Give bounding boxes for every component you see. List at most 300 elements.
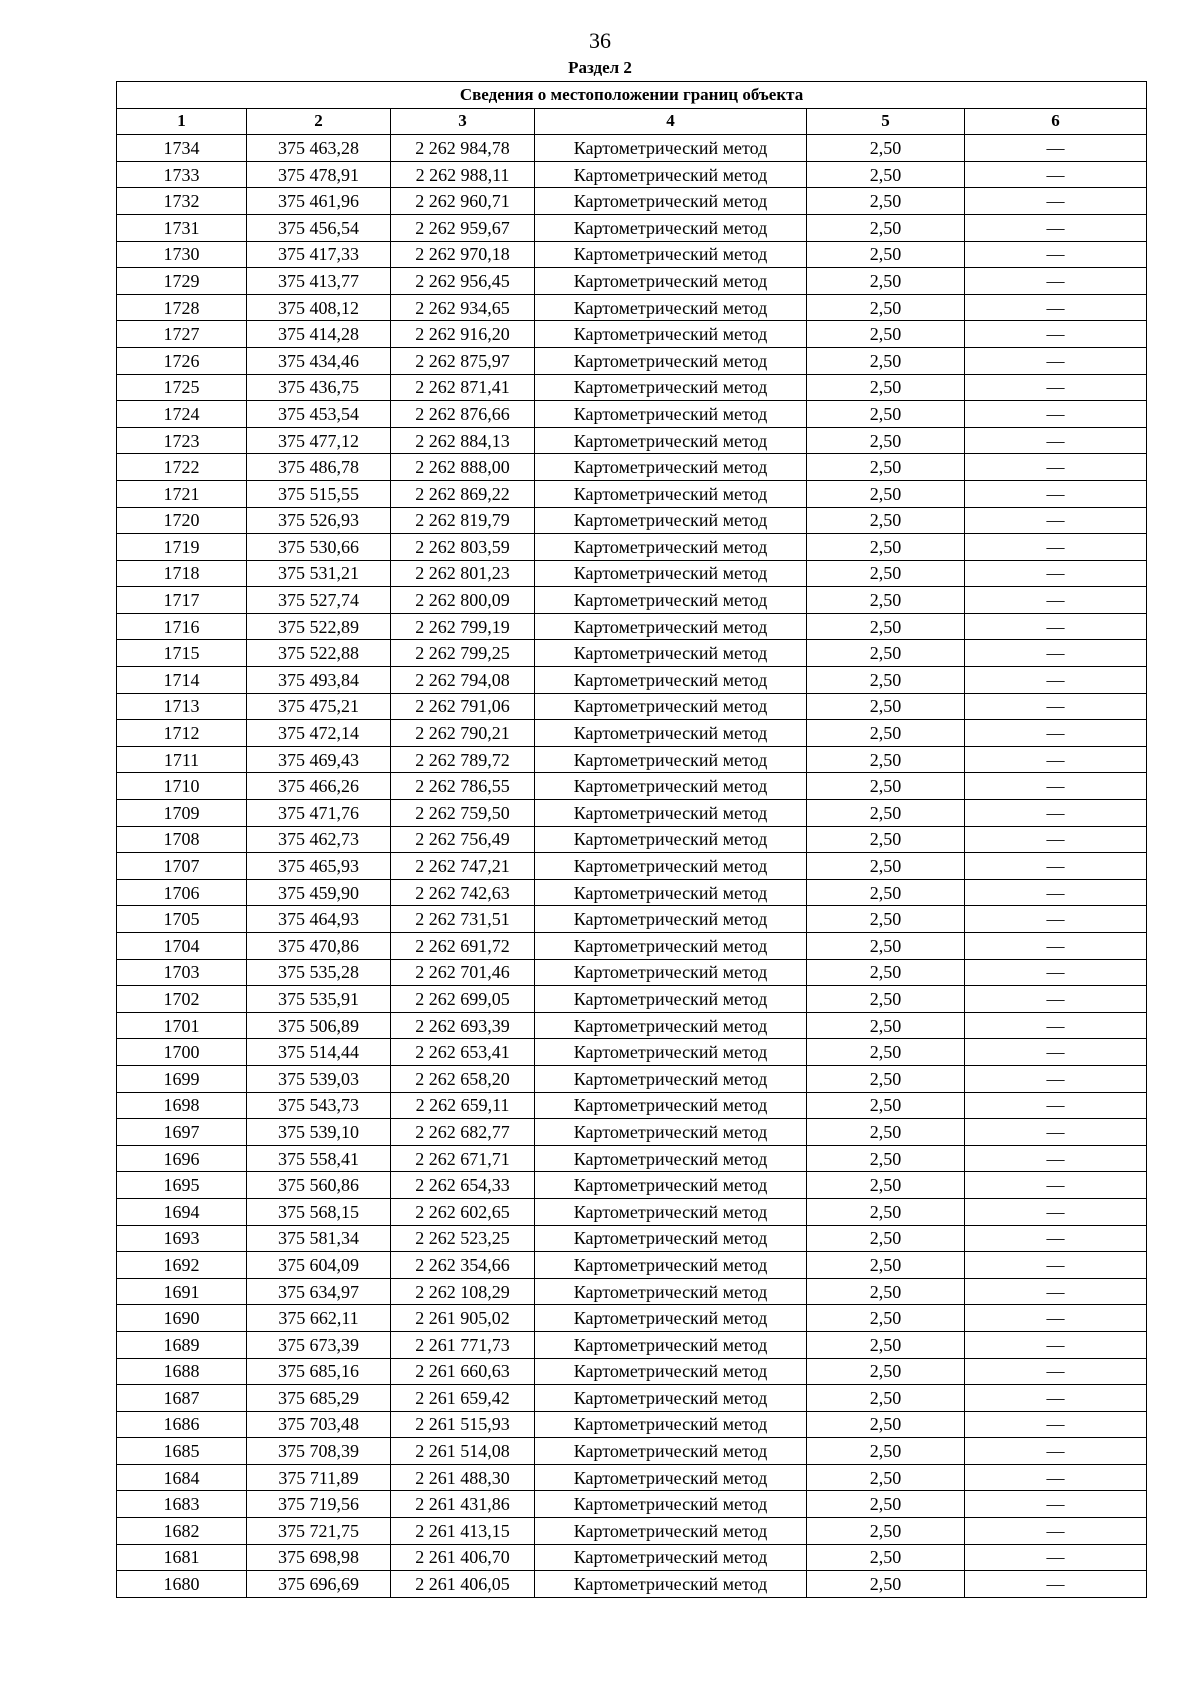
y-coordinate-cell: 2 262 959,67: [391, 214, 535, 241]
method-cell: Картометрический метод: [535, 135, 807, 162]
x-coordinate-cell: 375 472,14: [247, 720, 391, 747]
accuracy-cell: 2,50: [807, 826, 965, 853]
point-number-cell: 1706: [117, 879, 247, 906]
description-cell: —: [965, 933, 1147, 960]
y-coordinate-cell: 2 262 799,19: [391, 613, 535, 640]
description-cell: —: [965, 1491, 1147, 1518]
accuracy-cell: 2,50: [807, 667, 965, 694]
table-row: [117, 241, 1147, 268]
x-coordinate-cell: 375 535,28: [247, 959, 391, 986]
x-coordinate-cell: 375 604,09: [247, 1252, 391, 1279]
x-coordinate-cell: 375 522,88: [247, 640, 391, 667]
x-coordinate-cell: 375 522,89: [247, 613, 391, 640]
x-coordinate-cell: 375 471,76: [247, 800, 391, 827]
table-body: [117, 135, 1147, 1598]
y-coordinate-cell: 2 262 701,46: [391, 959, 535, 986]
method-cell: Картометрический метод: [535, 480, 807, 507]
table-row: [117, 321, 1147, 348]
accuracy-cell: 2,50: [807, 1145, 965, 1172]
description-cell: —: [965, 1305, 1147, 1332]
accuracy-cell: 2,50: [807, 241, 965, 268]
description-cell: —: [965, 1331, 1147, 1358]
method-cell: Картометрический метод: [535, 640, 807, 667]
table-row: [117, 1464, 1147, 1491]
table-row: [117, 480, 1147, 507]
y-coordinate-cell: 2 262 354,66: [391, 1252, 535, 1279]
y-coordinate-cell: 2 262 523,25: [391, 1225, 535, 1252]
x-coordinate-cell: 375 539,10: [247, 1119, 391, 1146]
table-row: [117, 374, 1147, 401]
point-number-cell: 1731: [117, 214, 247, 241]
point-number-cell: 1680: [117, 1571, 247, 1598]
x-coordinate-cell: 375 486,78: [247, 454, 391, 481]
accuracy-cell: 2,50: [807, 480, 965, 507]
method-cell: Картометрический метод: [535, 986, 807, 1013]
y-coordinate-cell: 2 262 653,41: [391, 1039, 535, 1066]
y-coordinate-cell: 2 262 794,08: [391, 667, 535, 694]
point-number-cell: 1725: [117, 374, 247, 401]
description-cell: —: [965, 746, 1147, 773]
table-row: [117, 933, 1147, 960]
y-coordinate-cell: 2 262 984,78: [391, 135, 535, 162]
method-cell: Картометрический метод: [535, 613, 807, 640]
table-row: [117, 879, 1147, 906]
method-cell: Картометрический метод: [535, 667, 807, 694]
description-cell: —: [965, 986, 1147, 1013]
column-number: 1: [117, 108, 247, 135]
method-cell: Картометрический метод: [535, 746, 807, 773]
accuracy-cell: 2,50: [807, 135, 965, 162]
y-coordinate-cell: 2 262 699,05: [391, 986, 535, 1013]
column-number: 3: [391, 108, 535, 135]
point-number-cell: 1710: [117, 773, 247, 800]
table-row: [117, 667, 1147, 694]
table-row: [117, 214, 1147, 241]
table-row: [117, 161, 1147, 188]
description-cell: —: [965, 587, 1147, 614]
method-cell: Картометрический метод: [535, 1039, 807, 1066]
description-cell: —: [965, 427, 1147, 454]
table-row: [117, 135, 1147, 162]
table-row: [117, 560, 1147, 587]
point-number-cell: 1707: [117, 853, 247, 880]
method-cell: Картометрический метод: [535, 214, 807, 241]
description-cell: —: [965, 1065, 1147, 1092]
accuracy-cell: 2,50: [807, 321, 965, 348]
description-cell: —: [965, 906, 1147, 933]
y-coordinate-cell: 2 262 108,29: [391, 1278, 535, 1305]
table-row: [117, 1518, 1147, 1545]
accuracy-cell: 2,50: [807, 746, 965, 773]
method-cell: Картометрический метод: [535, 427, 807, 454]
x-coordinate-cell: 375 634,97: [247, 1278, 391, 1305]
method-cell: Картометрический метод: [535, 826, 807, 853]
y-coordinate-cell: 2 262 888,00: [391, 454, 535, 481]
y-coordinate-cell: 2 262 819,79: [391, 507, 535, 534]
accuracy-cell: 2,50: [807, 853, 965, 880]
y-coordinate-cell: 2 262 876,66: [391, 401, 535, 428]
point-number-cell: 1701: [117, 1012, 247, 1039]
point-number-cell: 1718: [117, 560, 247, 587]
method-cell: Картометрический метод: [535, 1358, 807, 1385]
method-cell: Картометрический метод: [535, 933, 807, 960]
point-number-cell: 1730: [117, 241, 247, 268]
point-number-cell: 1703: [117, 959, 247, 986]
y-coordinate-cell: 2 262 791,06: [391, 693, 535, 720]
y-coordinate-cell: 2 261 905,02: [391, 1305, 535, 1332]
x-coordinate-cell: 375 461,96: [247, 188, 391, 215]
accuracy-cell: 2,50: [807, 401, 965, 428]
accuracy-cell: 2,50: [807, 986, 965, 1013]
description-cell: —: [965, 401, 1147, 428]
x-coordinate-cell: 375 526,93: [247, 507, 391, 534]
table-row: [117, 1145, 1147, 1172]
table-row: [117, 986, 1147, 1013]
point-number-cell: 1694: [117, 1198, 247, 1225]
x-coordinate-cell: 375 708,39: [247, 1438, 391, 1465]
description-cell: —: [965, 720, 1147, 747]
table-row: [117, 1198, 1147, 1225]
accuracy-cell: 2,50: [807, 693, 965, 720]
accuracy-cell: 2,50: [807, 879, 965, 906]
x-coordinate-cell: 375 696,69: [247, 1571, 391, 1598]
accuracy-cell: 2,50: [807, 427, 965, 454]
table-row: [117, 1358, 1147, 1385]
x-coordinate-cell: 375 558,41: [247, 1145, 391, 1172]
x-coordinate-cell: 375 531,21: [247, 560, 391, 587]
x-coordinate-cell: 375 434,46: [247, 347, 391, 374]
accuracy-cell: 2,50: [807, 613, 965, 640]
description-cell: —: [965, 321, 1147, 348]
table-row: [117, 773, 1147, 800]
table-row: [117, 1331, 1147, 1358]
y-coordinate-cell: 2 262 960,71: [391, 188, 535, 215]
accuracy-cell: 2,50: [807, 1012, 965, 1039]
description-cell: —: [965, 1198, 1147, 1225]
y-coordinate-cell: 2 262 671,71: [391, 1145, 535, 1172]
point-number-cell: 1705: [117, 906, 247, 933]
table-row: [117, 800, 1147, 827]
point-number-cell: 1720: [117, 507, 247, 534]
description-cell: —: [965, 480, 1147, 507]
method-cell: Картометрический метод: [535, 1305, 807, 1332]
y-coordinate-cell: 2 261 406,70: [391, 1544, 535, 1571]
column-number: 5: [807, 108, 965, 135]
point-number-cell: 1702: [117, 986, 247, 1013]
method-cell: Картометрический метод: [535, 1464, 807, 1491]
description-cell: —: [965, 959, 1147, 986]
description-cell: —: [965, 613, 1147, 640]
y-coordinate-cell: 2 262 801,23: [391, 560, 535, 587]
x-coordinate-cell: 375 530,66: [247, 534, 391, 561]
point-number-cell: 1698: [117, 1092, 247, 1119]
point-number-cell: 1721: [117, 480, 247, 507]
description-cell: —: [965, 214, 1147, 241]
accuracy-cell: 2,50: [807, 1092, 965, 1119]
x-coordinate-cell: 375 453,54: [247, 401, 391, 428]
description-cell: —: [965, 135, 1147, 162]
accuracy-cell: 2,50: [807, 454, 965, 481]
point-number-cell: 1723: [117, 427, 247, 454]
x-coordinate-cell: 375 543,73: [247, 1092, 391, 1119]
point-number-cell: 1691: [117, 1278, 247, 1305]
column-number: 2: [247, 108, 391, 135]
y-coordinate-cell: 2 262 916,20: [391, 321, 535, 348]
method-cell: Картометрический метод: [535, 321, 807, 348]
table-row: [117, 853, 1147, 880]
accuracy-cell: 2,50: [807, 1438, 965, 1465]
accuracy-cell: 2,50: [807, 268, 965, 295]
description-cell: —: [965, 1385, 1147, 1412]
y-coordinate-cell: 2 262 875,97: [391, 347, 535, 374]
table-row: [117, 693, 1147, 720]
description-cell: —: [965, 800, 1147, 827]
y-coordinate-cell: 2 262 759,50: [391, 800, 535, 827]
table-caption-row: [117, 82, 1147, 109]
description-cell: —: [965, 161, 1147, 188]
point-number-cell: 1713: [117, 693, 247, 720]
accuracy-cell: 2,50: [807, 161, 965, 188]
y-coordinate-cell: 2 262 988,11: [391, 161, 535, 188]
method-cell: Картометрический метод: [535, 1119, 807, 1146]
x-coordinate-cell: 375 470,86: [247, 933, 391, 960]
accuracy-cell: 2,50: [807, 1225, 965, 1252]
x-coordinate-cell: 375 478,91: [247, 161, 391, 188]
table-row: [117, 1172, 1147, 1199]
x-coordinate-cell: 375 560,86: [247, 1172, 391, 1199]
point-number-cell: 1689: [117, 1331, 247, 1358]
y-coordinate-cell: 2 262 871,41: [391, 374, 535, 401]
y-coordinate-cell: 2 262 869,22: [391, 480, 535, 507]
description-cell: —: [965, 268, 1147, 295]
description-cell: —: [965, 507, 1147, 534]
accuracy-cell: 2,50: [807, 294, 965, 321]
method-cell: Картометрический метод: [535, 507, 807, 534]
y-coordinate-cell: 2 262 884,13: [391, 427, 535, 454]
table-row: [117, 268, 1147, 295]
y-coordinate-cell: 2 262 659,11: [391, 1092, 535, 1119]
accuracy-cell: 2,50: [807, 800, 965, 827]
column-number: 4: [535, 108, 807, 135]
description-cell: —: [965, 188, 1147, 215]
x-coordinate-cell: 375 477,12: [247, 427, 391, 454]
table-row: [117, 534, 1147, 561]
method-cell: Картометрический метод: [535, 1065, 807, 1092]
y-coordinate-cell: 2 262 800,09: [391, 587, 535, 614]
description-cell: —: [965, 1411, 1147, 1438]
method-cell: Картометрический метод: [535, 401, 807, 428]
table-row: [117, 427, 1147, 454]
x-coordinate-cell: 375 662,11: [247, 1305, 391, 1332]
point-number-cell: 1696: [117, 1145, 247, 1172]
point-number-cell: 1711: [117, 746, 247, 773]
table-caption: Сведения о местоположении границ объекта: [117, 82, 1147, 109]
y-coordinate-cell: 2 262 970,18: [391, 241, 535, 268]
y-coordinate-cell: 2 262 742,63: [391, 879, 535, 906]
table-row: [117, 587, 1147, 614]
accuracy-cell: 2,50: [807, 1198, 965, 1225]
x-coordinate-cell: 375 685,16: [247, 1358, 391, 1385]
x-coordinate-cell: 375 719,56: [247, 1491, 391, 1518]
accuracy-cell: 2,50: [807, 1544, 965, 1571]
accuracy-cell: 2,50: [807, 347, 965, 374]
method-cell: Картометрический метод: [535, 1092, 807, 1119]
accuracy-cell: 2,50: [807, 1039, 965, 1066]
description-cell: —: [965, 1464, 1147, 1491]
table-row: [117, 1385, 1147, 1412]
table-row: [117, 1092, 1147, 1119]
description-cell: —: [965, 374, 1147, 401]
method-cell: Картометрический метод: [535, 959, 807, 986]
method-cell: Картометрический метод: [535, 1571, 807, 1598]
y-coordinate-cell: 2 262 799,25: [391, 640, 535, 667]
point-number-cell: 1716: [117, 613, 247, 640]
y-coordinate-cell: 2 261 771,73: [391, 1331, 535, 1358]
table-row: [117, 720, 1147, 747]
method-cell: Картометрический метод: [535, 1278, 807, 1305]
y-coordinate-cell: 2 262 691,72: [391, 933, 535, 960]
accuracy-cell: 2,50: [807, 1571, 965, 1598]
method-cell: Картометрический метод: [535, 1225, 807, 1252]
method-cell: Картометрический метод: [535, 1411, 807, 1438]
method-cell: Картометрический метод: [535, 693, 807, 720]
table-row: [117, 1252, 1147, 1279]
accuracy-cell: 2,50: [807, 214, 965, 241]
y-coordinate-cell: 2 262 789,72: [391, 746, 535, 773]
method-cell: Картометрический метод: [535, 268, 807, 295]
table-row: [117, 1065, 1147, 1092]
description-cell: —: [965, 1092, 1147, 1119]
x-coordinate-cell: 375 539,03: [247, 1065, 391, 1092]
x-coordinate-cell: 375 459,90: [247, 879, 391, 906]
accuracy-cell: 2,50: [807, 1518, 965, 1545]
description-cell: —: [965, 1544, 1147, 1571]
method-cell: Картометрический метод: [535, 1544, 807, 1571]
table-row: [117, 640, 1147, 667]
description-cell: —: [965, 667, 1147, 694]
accuracy-cell: 2,50: [807, 1385, 965, 1412]
method-cell: Картометрический метод: [535, 1491, 807, 1518]
method-cell: Картометрический метод: [535, 853, 807, 880]
method-cell: Картометрический метод: [535, 879, 807, 906]
point-number-cell: 1728: [117, 294, 247, 321]
description-cell: —: [965, 1278, 1147, 1305]
accuracy-cell: 2,50: [807, 959, 965, 986]
point-number-cell: 1690: [117, 1305, 247, 1332]
description-cell: —: [965, 1252, 1147, 1279]
method-cell: Картометрический метод: [535, 1331, 807, 1358]
x-coordinate-cell: 375 673,39: [247, 1331, 391, 1358]
method-cell: Картометрический метод: [535, 294, 807, 321]
table-row: [117, 959, 1147, 986]
accuracy-cell: 2,50: [807, 374, 965, 401]
point-number-cell: 1722: [117, 454, 247, 481]
y-coordinate-cell: 2 262 956,45: [391, 268, 535, 295]
y-coordinate-cell: 2 261 515,93: [391, 1411, 535, 1438]
description-cell: —: [965, 241, 1147, 268]
section-title: Раздел 2: [568, 58, 632, 77]
x-coordinate-cell: 375 506,89: [247, 1012, 391, 1039]
description-cell: —: [965, 1438, 1147, 1465]
description-cell: —: [965, 1039, 1147, 1066]
table-row: [117, 1039, 1147, 1066]
description-cell: —: [965, 693, 1147, 720]
x-coordinate-cell: 375 463,28: [247, 135, 391, 162]
x-coordinate-cell: 375 535,91: [247, 986, 391, 1013]
x-coordinate-cell: 375 703,48: [247, 1411, 391, 1438]
column-number: 6: [965, 108, 1147, 135]
method-cell: Картометрический метод: [535, 241, 807, 268]
y-coordinate-cell: 2 262 747,21: [391, 853, 535, 880]
y-coordinate-cell: 2 262 786,55: [391, 773, 535, 800]
y-coordinate-cell: 2 261 413,15: [391, 1518, 535, 1545]
x-coordinate-cell: 375 417,33: [247, 241, 391, 268]
y-coordinate-cell: 2 261 431,86: [391, 1491, 535, 1518]
x-coordinate-cell: 375 493,84: [247, 667, 391, 694]
table-row: [117, 507, 1147, 534]
method-cell: Картометрический метод: [535, 374, 807, 401]
description-cell: —: [965, 773, 1147, 800]
description-cell: —: [965, 347, 1147, 374]
point-number-cell: 1682: [117, 1518, 247, 1545]
y-coordinate-cell: 2 262 934,65: [391, 294, 535, 321]
description-cell: —: [965, 1358, 1147, 1385]
method-cell: Картометрический метод: [535, 1385, 807, 1412]
point-number-cell: 1726: [117, 347, 247, 374]
point-number-cell: 1715: [117, 640, 247, 667]
table-row: [117, 294, 1147, 321]
table-row: [117, 826, 1147, 853]
point-number-cell: 1693: [117, 1225, 247, 1252]
point-number-cell: 1683: [117, 1491, 247, 1518]
x-coordinate-cell: 375 721,75: [247, 1518, 391, 1545]
point-number-cell: 1734: [117, 135, 247, 162]
method-cell: Картометрический метод: [535, 800, 807, 827]
point-number-cell: 1685: [117, 1438, 247, 1465]
table-row: [117, 613, 1147, 640]
description-cell: —: [965, 454, 1147, 481]
y-coordinate-cell: 2 262 790,21: [391, 720, 535, 747]
x-coordinate-cell: 375 408,12: [247, 294, 391, 321]
y-coordinate-cell: 2 262 803,59: [391, 534, 535, 561]
accuracy-cell: 2,50: [807, 640, 965, 667]
point-number-cell: 1724: [117, 401, 247, 428]
method-cell: Картометрический метод: [535, 347, 807, 374]
description-cell: —: [965, 640, 1147, 667]
point-number-cell: 1727: [117, 321, 247, 348]
description-cell: —: [965, 1518, 1147, 1545]
method-cell: Картометрический метод: [535, 1145, 807, 1172]
point-number-cell: 1681: [117, 1544, 247, 1571]
method-cell: Картометрический метод: [535, 534, 807, 561]
table-row: [117, 347, 1147, 374]
point-number-cell: 1729: [117, 268, 247, 295]
description-cell: —: [965, 1225, 1147, 1252]
y-coordinate-cell: 2 262 756,49: [391, 826, 535, 853]
point-number-cell: 1714: [117, 667, 247, 694]
x-coordinate-cell: 375 568,15: [247, 1198, 391, 1225]
accuracy-cell: 2,50: [807, 534, 965, 561]
y-coordinate-cell: 2 261 514,08: [391, 1438, 535, 1465]
point-number-cell: 1733: [117, 161, 247, 188]
x-coordinate-cell: 375 436,75: [247, 374, 391, 401]
table-row: [117, 1438, 1147, 1465]
y-coordinate-cell: 2 262 682,77: [391, 1119, 535, 1146]
description-cell: —: [965, 560, 1147, 587]
accuracy-cell: 2,50: [807, 560, 965, 587]
y-coordinate-cell: 2 261 659,42: [391, 1385, 535, 1412]
accuracy-cell: 2,50: [807, 507, 965, 534]
